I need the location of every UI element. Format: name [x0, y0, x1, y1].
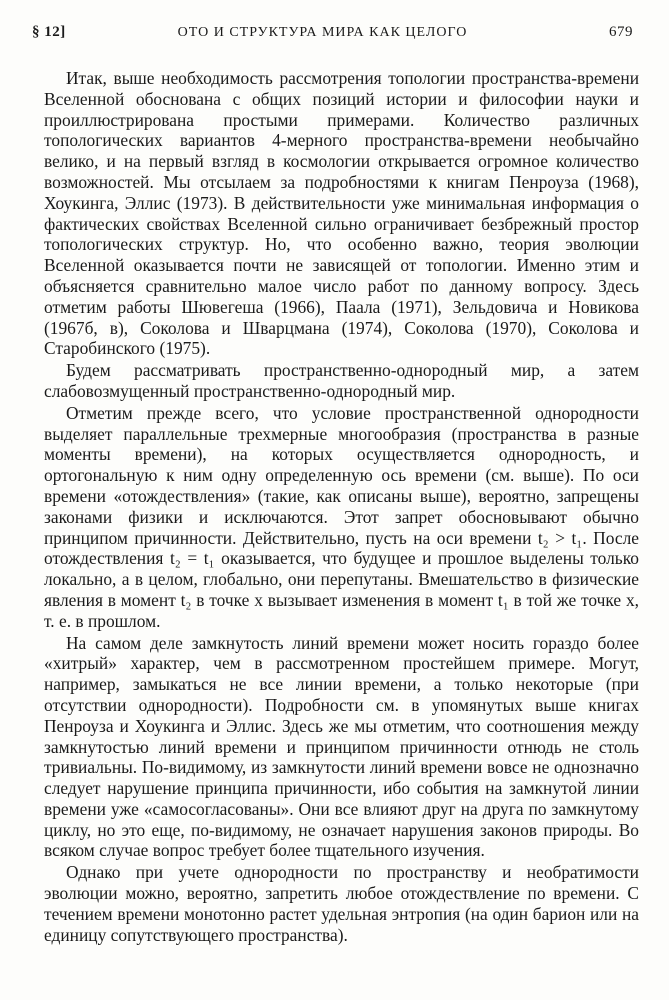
paragraph-topology-intro: Итак, выше необходимость рассмотрения топологии пространства-времени Вселенной обоснована с общих позиций истории и философии науки и проиллюстрирована простыми примерами. Количество различных топологических вариантов 4-мерного пространства-времени необычайно велико, и на первый взгляд в космологии открывается огромное количество возможностей. Мы отсылаем за подробностями к книгам Пенроуза (1968), Хоукинга, Эллис (1973). В действительности уже минимальная информация о фактических свойствах Вселенной сильно ограничивает безбрежный простор топологических структур. Но, что особенно важно, теория эволюции Вселенной оказывается почти не зависящей от топологии. Именно этим и объясняется сравнительно малое число работ по данному вопросу. Здесь отметим работы Шювегеша (1966), Паала (1971), Зельдовича и Новикова (1967б, в), Соколова и Шварцмана (1974), Соколова (1970), Соколова и Старобинского (1975). — [44, 68, 639, 359]
page-number: 679 — [609, 24, 633, 40]
paragraph-homogeneous-world: Будем рассматривать пространственно-однородный мир, а затем слабовозмущенный пространственно-однородный мир. — [44, 360, 639, 401]
chapter-title: ОТО И СТРУКТУРА МИРА КАК ЦЕЛОГО — [177, 25, 468, 40]
paragraph-closed-timelines: На самом деле замкнутость линий времени может носить гораздо более «хитрый» характер, чем в рассмотренном простейшем примере. Могут, например, замыкаться не все линии времени, а только некоторые (при отсутствии однородности). Подробности см. в упомянутых выше книгах Пенроуза и Хоукинга и Эллис. Здесь же мы отметим, что соотношения между замкнутостью линий времени и принципом причинности отнюдь не столь тривиальны. По-видимому, из замкнутости линий времени вовсе не однозначно следует нарушение принципа причинности, ибо события на замкнутой линии времени уже «самосогласованы». Они все влияют друг на друга по замкнутому циклу, но это еще, по-видимому, не означает нарушения законов природы. Во всяком случае вопрос требует более тщательного изучения. — [44, 632, 639, 861]
body-text — [44, 68, 639, 945]
running-head — [32, 24, 633, 50]
section-mark: § 12] — [32, 24, 66, 40]
paragraph-time-identification: Отметим прежде всего, что условие пространственной однородности выделяет параллельные трехмерные многообразия (пространства в разные моменты времени), на которых осуществляется однородность, и ортогональную к ним одну определенную ось времени (см. выше). По оси времени «отождествления» (такие, как описаны выше), вероятно, запрещены законами физики и исключаются. Этот запрет обосновывают обычно принципом причинности. Действительно, пусть на оси времени t₂ > t₁. После отождествления t₂ = t₁ оказывается, что будущее и прошлое выделены только локально, а в целом, глобально, они перепутаны. Вмешательство в физические явления в момент t₂ в точке x вызывает изменения в момент t₁ в той же точке x, т. е. в прошлом. — [44, 402, 639, 631]
paragraph-entropy: Однако при учете однородности по пространству и необратимости эволюции можно, вероятно, запретить любое отождествление по времени. С течением времени монотонно растет удельная энтропия (на один барион или на единицу сопутствующего пространства). — [44, 862, 639, 945]
